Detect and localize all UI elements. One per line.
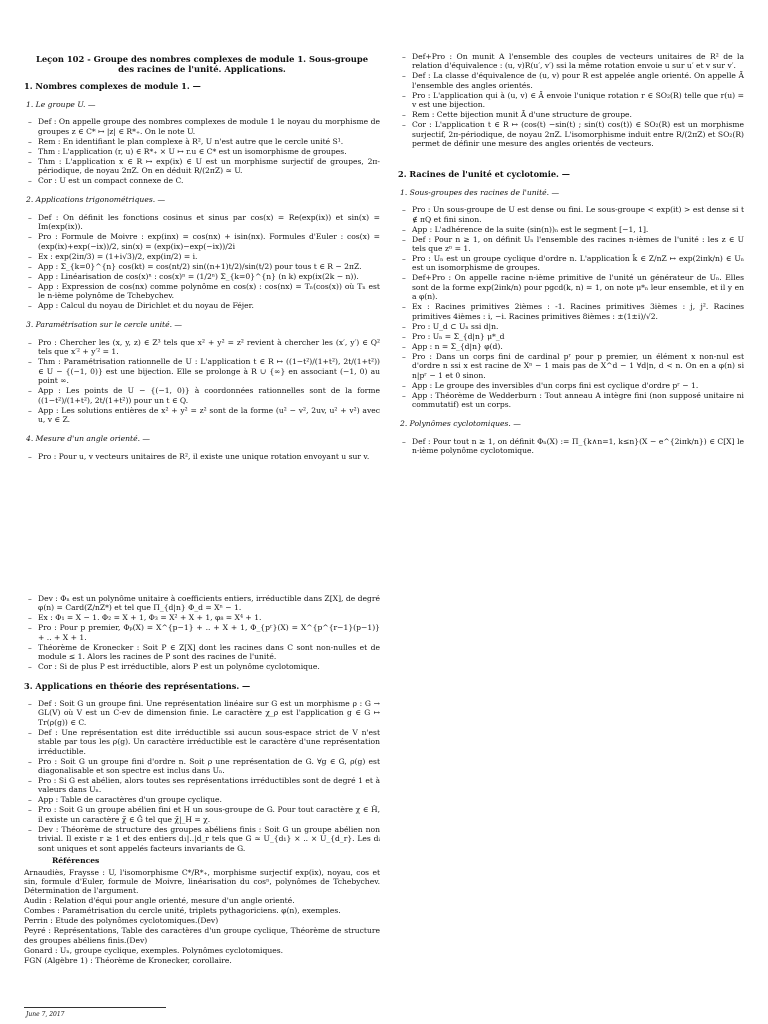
list-item: – Rem : En identifiant le plan complexe à R², U n'est autre que le cercle unité S¹. bbox=[24, 137, 380, 146]
list-item: – Cor : Si de plus P est irréductible, alors P est un polynôme cyclotomique. bbox=[24, 662, 380, 671]
references-list bbox=[24, 868, 380, 966]
list-item: – App : Calcul du noyau de Dirichlet et du noyau de Féjer. bbox=[24, 301, 380, 310]
list-item: – Pro : Dans un corps fini de cardinal pʳ pour p premier, un élément x non-nul est d'ordre n ssi x est racine de Xⁿ − 1 mais pas de X^d − 1 ∀d|n, d < n. On en a φ(n) si n|pʳ − 1 et 0 sinon. bbox=[398, 352, 744, 380]
item-list bbox=[398, 205, 744, 409]
list-item: – Pro : Pour p premier, Φₚ(X) = X^{p−1} + .. + X + 1, Φ_{pʳ}(X) = X^{p^{r−1}(p−1)} + .. + X + 1. bbox=[24, 623, 380, 642]
list-item: – App : Σ_{k=0}^{n} cos(kt) = cos(nt/2) sin((n+1)t/2)/sin(t/2) pour tous t ∈ R − 2πZ. bbox=[24, 262, 380, 271]
footnote-date: June 7, 2017 bbox=[26, 1011, 65, 1018]
right-column bbox=[398, 52, 744, 466]
list-item: – Rem : Cette bijection munit Ā d'une structure de groupe. bbox=[398, 110, 744, 119]
list-item: – App : Linéarisation de cos(x)ⁿ : cos(x)ⁿ = (1/2ⁿ) Σ_{k=0}^{n} (n k) exp(ix(2k − n)). bbox=[24, 272, 380, 281]
item-list bbox=[24, 452, 380, 461]
list-item: – Pro : Pour u, v vecteurs unitaires de R², il existe une unique rotation envoyant u sur v. bbox=[24, 452, 380, 461]
list-item: – App : Les points de U − {(−1, 0)} à coordonnées rationnelles sont de la forme ((1−t²)/(1+t²), 2t/(1+t²)) pour un t ∈ Q. bbox=[24, 386, 380, 405]
list-item: – App : Expression de cos(nx) comme polynôme en cos(x) : cos(nx) = Tₙ(cos(x)) où Tₙ est le n-ième polynôme de Tchebychev. bbox=[24, 282, 380, 301]
reference-item: Combes : Paramétrisation du cercle unité, triplets pythagoriciens. φ(n), exemples. bbox=[24, 906, 341, 916]
list-item: – Cor : L'application t ∈ R ↦ (cos(t) −sin(t) ; sin(t) cos(t)) ∈ SO₂(R) est un morphisme surjectif, 2π-périodique, de noyau 2πZ. L'isomorphisme induit entre R/(2πZ) et SO₂(R) permet de définir une mesure des angles orientés de vecteurs. bbox=[398, 120, 744, 148]
list-item: – Pro : U_d ⊂ Uₙ ssi d|n. bbox=[398, 322, 744, 331]
list-item: – Cor : U est un compact connexe de C. bbox=[24, 176, 380, 185]
section-heading: 3. Applications en théorie des représentations. — bbox=[24, 680, 251, 691]
list-item: – Def : La classe d'équivalence de (u, v) pour R est appelée angle orienté. On appelle Ā l'ensemble des angles orientés. bbox=[398, 71, 744, 90]
list-item: – Pro : Uₙ = Σ_{d|n} μ*_d bbox=[398, 332, 744, 341]
list-item: – Pro : Uₙ est un groupe cyclique d'ordre n. L'application k̄ ∈ Z/nZ ↦ exp(2iπk/n) ∈ Uₙ est un isomorphisme de groupes. bbox=[398, 254, 744, 273]
subsection-heading: 4. Mesure d'un angle orienté. — bbox=[26, 434, 150, 444]
reference-item: Gonard : Uₙ, groupe cyclique, exemples. Polynômes cyclotomiques. bbox=[24, 945, 284, 955]
list-item: – Théorème de Kronecker : Soit P ∈ Z[X] dont les racines dans C sont non-nulles et de module ≤ 1. Alors les racines de P sont des racines de l'unité. bbox=[24, 643, 380, 662]
subsection-heading: 3. Paramétrisation sur le cercle unité. — bbox=[26, 320, 183, 330]
list-item: – Def : On appelle groupe des nombres complexes de module 1 le noyau du morphisme de groupes z ∈ C* ↦ |z| ∈ R*₊. On le note U. bbox=[24, 117, 380, 136]
reference-item: Peyré : Représentations, Table des caractères d'un groupe cyclique, Théorème de structure des groupes abéliens finis.(Dev) bbox=[24, 926, 380, 945]
item-list bbox=[398, 437, 744, 456]
item-list bbox=[398, 52, 744, 148]
list-item: – Def : Une représentation est dite irréductible ssi aucun sous-espace strict de V n'est stable par tous les ρ(g). Un caractère irréductible est le caractère d'une représentation irréductible. bbox=[24, 728, 380, 756]
list-item: – Pro : Formule de Moivre : exp(inx) = cos(nx) + isin(nx). Formules d'Euler : cos(x) = (exp(ix)+exp(−ix))/2, sin(x) = (exp(ix)−exp(−ix))/2i bbox=[24, 232, 380, 251]
list-item: – App : Théorème de Wedderburn : Tout anneau A intègre fini (non supposé unitaire ni commutatif) est un corps. bbox=[398, 391, 744, 410]
section-heading: 1. Nombres complexes de module 1. — bbox=[24, 81, 201, 92]
list-item: – Thm : L'application x ∈ R ↦ exp(ix) ∈ U est un morphisme surjectif de groupes, 2π-périodique, de noyau 2πZ. On en déduit R/(2πZ) ≃ U. bbox=[24, 157, 380, 176]
list-item: – Def : Pour n ≥ 1, on définit Uₙ l'ensemble des racines n-ièmes de l'unité : les z ∈ U tels que zⁿ = 1. bbox=[398, 235, 744, 254]
list-item: – Thm : Paramétrisation rationnelle de U : L'application t ∈ R ↦ ((1−t²)/(1+t²), 2t/(1+t²)) ∈ U − {(−1, 0)} est une bijection. Elle se prolonge à R ∪ {∞} en associant (−1, 0) au point ∞. bbox=[24, 357, 380, 385]
item-list bbox=[24, 699, 380, 853]
section-heading: 2. Racines de l'unité et cyclotomie. — bbox=[398, 169, 570, 180]
item-list bbox=[24, 213, 380, 311]
list-item: – Dev : Φₙ est un polynôme unitaire à coefficients entiers, irréductible dans Z[X], de degré φ(n) = Card(Z/nZ*) et tel que Π_{d|n} Φ_d = Xⁿ − 1. bbox=[24, 594, 380, 613]
list-item: – Ex : Racines primitives 2ièmes : -1. Racines primitives 3ièmes : j, j². Racines primitives 4ièmes : i, −i. Racines primitives 8ièmes : ±(1±i)/√2. bbox=[398, 302, 744, 321]
list-item: – App : Le groupe des inversibles d'un corps fini est cyclique d'ordre pʳ − 1. bbox=[398, 381, 744, 390]
subsection-heading: 2. Applications trigonométriques. — bbox=[26, 195, 166, 205]
bottom-left-column bbox=[24, 594, 380, 966]
item-list bbox=[24, 594, 380, 672]
list-item: – Def : Pour tout n ≥ 1, on définit Φₙ(X) := Π_{k∧n=1, k≤n}(X − e^{2iπk/n}) ∈ C[X] le n-ième polynôme cyclotomique. bbox=[398, 437, 744, 456]
list-item: – Pro : Si G est abélien, alors toutes ses représentations irréductibles sont de degré 1 et à valeurs dans Uₙ. bbox=[24, 776, 380, 795]
reference-item: Audin : Relation d'équi pour angle orienté, mesure d'un angle orienté. bbox=[24, 896, 295, 906]
reference-item: Arnaudiès, Fraysse : U, l'isomorphisme C*/R*₊, morphisme surjectif exp(ix), noyau, cos et sin, formule d'Euler, formule de Moivre, linéarisation du cosⁿ, polynômes de Tchebychev. Détermination de l'argument. bbox=[24, 867, 380, 896]
list-item: – Ex : exp(2iπ/3) = (1+i√3)/2, exp(iπ/2) = i. bbox=[24, 252, 380, 261]
list-item: – Def+Pro : On munit A l'ensemble des couples de vecteurs unitaires de R² de la relation d'équivalence : (u, v)R(u′, v′) ssi la même rotation envoie u sur u′ et v sur v′. bbox=[398, 52, 744, 71]
list-item: – Dev : Théorème de structure des groupes abéliens finis : Soit G un groupe abélien non trivial. Il existe r ≥ 1 et des entiers d₁|..|d_r tels que G ≃ U_{d₁} × .. × U_{d_r}. Les dᵢ sont uniques et sont appelés facteurs invariants de G. bbox=[24, 825, 380, 853]
subsection-heading: 2. Polynômes cyclotomiques. — bbox=[400, 419, 521, 429]
list-item: – Pro : Soit G un groupe abélien fini et H un sous-groupe de G. Pour tout caractère χ ∈ Ĥ, il existe un caractère χ̃ ∈ Ĝ tel que χ̃|_H = χ. bbox=[24, 805, 380, 824]
list-item: – Def+Pro : On appelle racine n-ième primitive de l'unité un générateur de Uₙ. Elles sont de la forme exp(2iπk/n) pour pgcd(k, n) = 1, on note μ*ₙ leur ensemble, et il y en a φ(n). bbox=[398, 273, 744, 301]
item-list bbox=[24, 338, 380, 424]
reference-item: FGN (Algèbre 1) : Théorème de Kronecker, corollaire. bbox=[24, 955, 232, 965]
list-item: – App : n = Σ_{d|n} φ(d). bbox=[398, 342, 744, 351]
list-item: – App : L'adhérence de la suite (sin(n))ₙ est le segment [−1, 1]. bbox=[398, 225, 744, 234]
left-column bbox=[24, 52, 380, 471]
list-item: – Pro : L'application qui à (u, v) ∈ Ā envoie l'unique rotation r ∈ SO₂(R) telle que r(u) = v est une bijection. bbox=[398, 91, 744, 110]
list-item: – Def : On définit les fonctions cosinus et sinus par cos(x) = Re(exp(ix)) et sin(x) = Im(exp(ix)). bbox=[24, 213, 380, 232]
subsection-heading: 1. Le groupe U. — bbox=[26, 99, 96, 109]
footnote-rule bbox=[24, 1007, 166, 1008]
list-item: – Pro : Soit G un groupe fini d'ordre n. Soit ρ une représentation de G. ∀g ∈ G, ρ(g) est diagonalisable et son spectre est inclus dans Uₙ. bbox=[24, 757, 380, 776]
reference-item: Perrin : Etude des polynômes cyclotomiques.(Dev) bbox=[24, 916, 219, 926]
list-item: – Pro : Un sous-groupe de U est dense ou fini. Le sous-groupe < exp(it) > est dense si t ∉ πQ et fini sinon. bbox=[398, 205, 744, 224]
list-item: – Ex : Φ₁ = X − 1. Φ₂ = X + 1, Φ₃ = X² + X + 1, φ₈ = X⁴ + 1. bbox=[24, 613, 380, 622]
page-title: Leçon 102 - Groupe des nombres complexes de module 1. Sous-groupe des racines de l'unité. Applications. bbox=[35, 54, 369, 75]
list-item: – Thm : L'application (r, u) ∈ R*₊ × U ↦ r.u ∈ C* est un isomorphisme de groupes. bbox=[24, 147, 380, 156]
list-item: – App : Les solutions entières de x² + y² = z² sont de la forme (u² − v², 2uv, u² + v²) avec u, v ∈ Z. bbox=[24, 406, 380, 425]
list-item: – Pro : Chercher les (x, y, z) ∈ Z³ tels que x² + y² = z² revient à chercher les (x′, y′) ∈ Q² tels que x′² + y′² = 1. bbox=[24, 338, 380, 357]
references-heading: Références bbox=[52, 856, 100, 866]
subsection-heading: 1. Sous-groupes des racines de l'unité. — bbox=[400, 187, 560, 197]
list-item: – Def : Soit G un groupe fini. Une représentation linéaire sur G est un morphisme ρ : G → GL(V) où V est un C-ev de dimension finie. Le caractère χ_ρ est l'application g ∈ G ↦ Tr(ρ(g)) ∈ C. bbox=[24, 699, 380, 727]
list-item: – App : Table de caractères d'un groupe cyclique. bbox=[24, 795, 380, 804]
item-list bbox=[24, 117, 380, 185]
